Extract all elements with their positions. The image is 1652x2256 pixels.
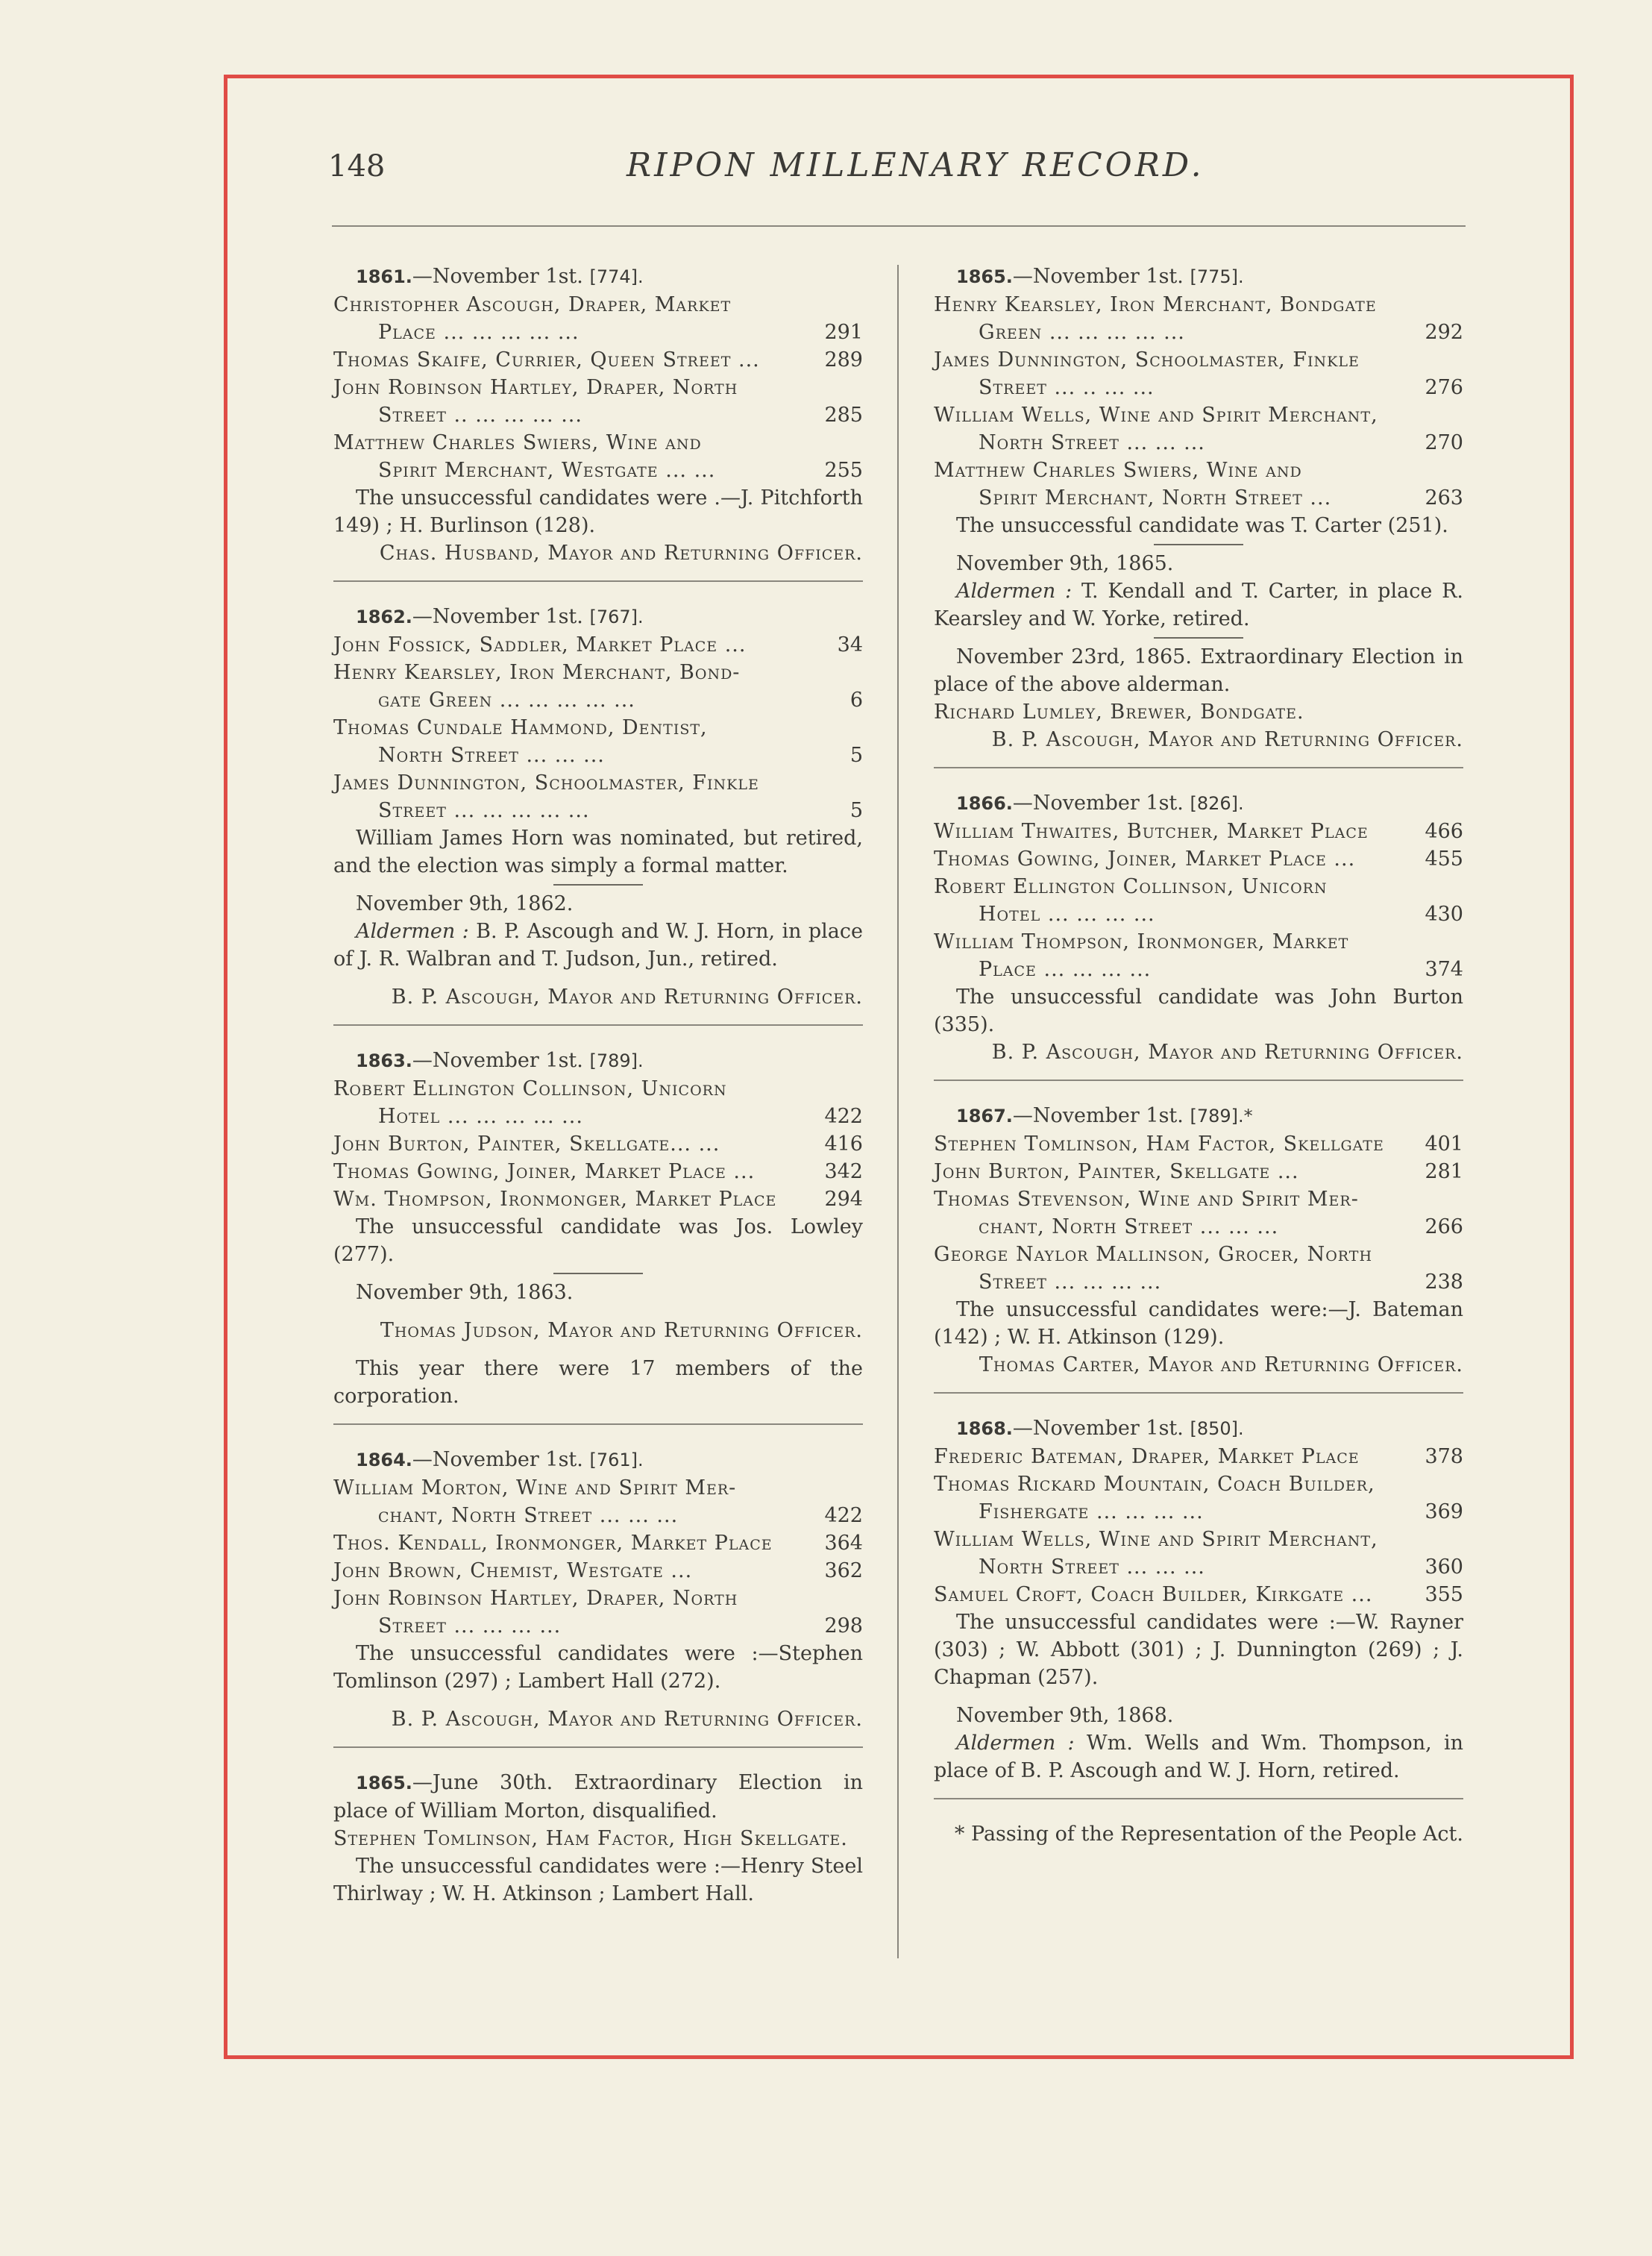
aldermen-note: Aldermen : B. P. Ascough and W. J. Horn, in place of J. R. Walbran and T. Judson, Jun., retired. (333, 920, 864, 971)
candidate-row: John Fossick, Saddler, Market Place ... 34 (333, 633, 863, 657)
candidate-row: Thomas Cundale Hammond, Dentist, North Street ... ... ... 5 (333, 716, 863, 767)
members-note: This year there were 17 members of the corporation. (333, 1357, 863, 1408)
page-number: 148 (328, 149, 386, 184)
candidate-row: Matthew Charles Swiers, Wine and Spirit Merchant, North Street ... 263 (934, 459, 1463, 510)
right-column (934, 263, 1463, 1848)
candidate-row: William Wells, Wine and Spirit Merchant, North Street ... ... ... 270 (934, 404, 1463, 454)
section-rule (934, 1080, 1463, 1081)
candidate-row: Thomas Stevenson, Wine and Spirit Mer- chant, North Street ... ... ... 266 (934, 1188, 1463, 1238)
entry-1865 (934, 263, 1463, 753)
column-divider (897, 265, 899, 1958)
entry-1863 (333, 1047, 863, 1410)
short-rule (1154, 544, 1243, 545)
unsuccessful-note: The unsuccessful candidate was John Burton (335). (934, 986, 1463, 1036)
returning-officer: Chas. Husband, Mayor and Returning Officer. (379, 542, 863, 565)
section-rule (934, 1798, 1463, 1799)
candidate-row: Matthew Charles Swiers, Wine and Spirit Merchant, Westgate ... ... 255 (333, 431, 863, 482)
header-rule (332, 225, 1466, 227)
candidate-row: William Morton, Wine and Spirit Mer- chant, North Street ... ... ... 422 (333, 1476, 863, 1527)
returning-officer: B. P. Ascough, Mayor and Returning Officer. (391, 986, 863, 1009)
candidate-row: John Brown, Chemist, Westgate ... 362 (333, 1559, 863, 1582)
unsuccessful-note: The unsuccessful candidate was Jos. Lowley (277). (333, 1215, 863, 1266)
entry-1864 (333, 1446, 863, 1733)
candidate-row: Samuel Croft, Coach Builder, Kirkgate ... 355 (934, 1583, 1463, 1606)
candidate-row: Robert Ellington Collinson, Unicorn Hotel ... ... ... ... ... 422 (333, 1077, 863, 1128)
returning-officer: B. P. Ascough, Mayor and Returning Officer. (991, 1041, 1463, 1064)
short-rule (1154, 637, 1243, 639)
returning-officer: Thomas Judson, Mayor and Returning Officer. (380, 1319, 863, 1342)
unsuccessful-note: The unsuccessful candidate was T. Carter (251). (956, 514, 1448, 537)
section-rule (333, 580, 863, 582)
candidate-row: John Burton, Painter, Skellgate ... 281 (934, 1160, 1463, 1183)
unsuccessful-note: The unsuccessful candidates were :—Henry Steel Thirlway ; W. H. Atkinson ; Lambert Hall. (333, 1855, 863, 1905)
candidate-row: Thomas Skaife, Currier, Queen Street ... 289 (333, 348, 863, 372)
aldermen-date: November 9th, 1865. (956, 552, 1174, 575)
candidate-row: Frederic Bateman, Draper, Market Place 378 (934, 1445, 1463, 1468)
entry-1865-june (333, 1769, 863, 1908)
candidate-row: John Burton, Painter, Skellgate... ... 416 (333, 1132, 863, 1156)
unsuccessful-note: The unsuccessful candidates were :—W. Rayner (303) ; W. Abbott (301) ; J. Dunnington (269) ; J. Chapman (257). (934, 1611, 1463, 1689)
candidate-row: Henry Kearsley, Iron Merchant, Bondgate Green ... ... ... ... ... 292 (934, 293, 1463, 344)
entry-heading: 1861.—November 1st. [774]. (356, 265, 644, 288)
candidate-row: Thos. Kendall, Ironmonger, Market Place 364 (333, 1532, 863, 1555)
returning-officer: B. P. Ascough, Mayor and Returning Officer. (991, 728, 1463, 751)
candidate-row: Stephen Tomlinson, Ham Factor, Skellgate 401 (934, 1132, 1463, 1156)
candidate-row: William Thompson, Ironmonger, Market Place ... ... ... ... 374 (934, 930, 1463, 981)
footnote: * Passing of the Representation of the People Act. (954, 1823, 1463, 1846)
nomination-note: William James Horn was nominated, but retired, and the election was simply a formal matter. (333, 827, 863, 877)
section-rule (333, 1024, 863, 1026)
candidate-row: Thomas Gowing, Joiner, Market Place ... 455 (934, 847, 1463, 871)
section-rule (934, 1392, 1463, 1394)
candidate-row: William Thwaites, Butcher, Market Place 466 (934, 820, 1463, 843)
aldermen-date: November 9th, 1868. (956, 1704, 1174, 1727)
candidate-row: Stephen Tomlinson, Ham Factor, High Skellgate. (333, 1827, 848, 1850)
candidate-row: Henry Kearsley, Iron Merchant, Bond- gate Green ... ... ... ... ... 6 (333, 661, 863, 712)
returning-officer: B. P. Ascough, Mayor and Returning Officer. (391, 1708, 863, 1731)
section-rule (333, 1423, 863, 1425)
candidate-row: George Naylor Mallinson, Grocer, North Street ... ... ... ... 238 (934, 1243, 1463, 1294)
candidate-row: Robert Ellington Collinson, Unicorn Hotel ... ... ... ... 430 (934, 875, 1463, 926)
unsuccessful-note: The unsuccessful candidates were .—J. Pitchforth 149) ; H. Burlinson (128). (333, 486, 863, 537)
returning-officer: Thomas Carter, Mayor and Returning Officer. (979, 1353, 1463, 1376)
aldermen-note: Aldermen : T. Kendall and T. Carter, in place R. Kearsley and W. Yorke, retired. (934, 580, 1463, 630)
candidate-row: Thomas Rickard Mountain, Coach Builder, Fishergate ... ... ... ... 369 (934, 1473, 1463, 1523)
extraordinary-election: November 23rd, 1865. Extraordinary Election in place of the above alderman. (934, 645, 1463, 696)
unsuccessful-note: The unsuccessful candidates were :—Stephen Tomlinson (297) ; Lambert Hall (272). (333, 1642, 863, 1693)
meeting-date: November 9th, 1863. (356, 1281, 574, 1304)
entry-1866 (934, 789, 1463, 1066)
entry-1862 (333, 603, 863, 1011)
candidate-row: Christopher Ascough, Draper, Market Place ... ... ... ... ... 291 (333, 293, 863, 344)
section-rule (333, 1746, 863, 1748)
entry-heading: 1863.—November 1st. [789]. (356, 1049, 644, 1072)
aldermen-note: Aldermen : Wm. Wells and Wm. Thompson, in place of B. P. Ascough and W. J. Horn, retired. (934, 1732, 1463, 1782)
entry-heading: 1862.—November 1st. [767]. (356, 605, 644, 628)
candidate-row: Wm. Thompson, Ironmonger, Market Place 294 (333, 1188, 863, 1211)
entry-heading: 1868.—November 1st. [850]. (956, 1417, 1244, 1440)
short-rule (553, 1273, 643, 1274)
candidate-row: John Robinson Hartley, Draper, North Street .. ... ... ... ... 285 (333, 376, 863, 427)
unsuccessful-note: The unsuccessful candidates were:—J. Bateman (142) ; W. H. Atkinson (129). (934, 1298, 1463, 1349)
candidate-row: Richard Lumley, Brewer, Bondgate. (934, 701, 1304, 724)
running-title: RIPON MILLENARY RECORD. (626, 146, 1205, 184)
candidate-row: James Dunnington, Schoolmaster, Finkle Street ... .. ... ... 276 (934, 348, 1463, 399)
candidate-row: Thomas Gowing, Joiner, Market Place ... 342 (333, 1160, 863, 1183)
entry-1868 (934, 1414, 1463, 1785)
candidate-row: James Dunnington, Schoolmaster, Finkle Street ... ... ... ... ... 5 (333, 771, 863, 822)
entry-heading: 1867.—November 1st. [789].* (956, 1104, 1253, 1127)
entry-heading: 1866.—November 1st. [826]. (956, 792, 1244, 815)
short-rule (553, 884, 643, 886)
section-rule (934, 767, 1463, 768)
entry-heading: 1864.—November 1st. [761]. (356, 1448, 644, 1471)
candidate-row: William Wells, Wine and Spirit Merchant, North Street ... ... ... 360 (934, 1528, 1463, 1579)
entry-heading: 1865.—November 1st. [775]. (956, 265, 1244, 288)
entry-heading: 1865.—June 30th. Extraordinary Election in place of William Morton, disqualified. (333, 1771, 863, 1823)
candidate-row: John Robinson Hartley, Draper, North Street ... ... ... ... 298 (333, 1587, 863, 1638)
entry-1861 (333, 263, 863, 567)
entry-1867 (934, 1102, 1463, 1379)
left-column (333, 263, 863, 1908)
aldermen-date: November 9th, 1862. (356, 892, 574, 915)
